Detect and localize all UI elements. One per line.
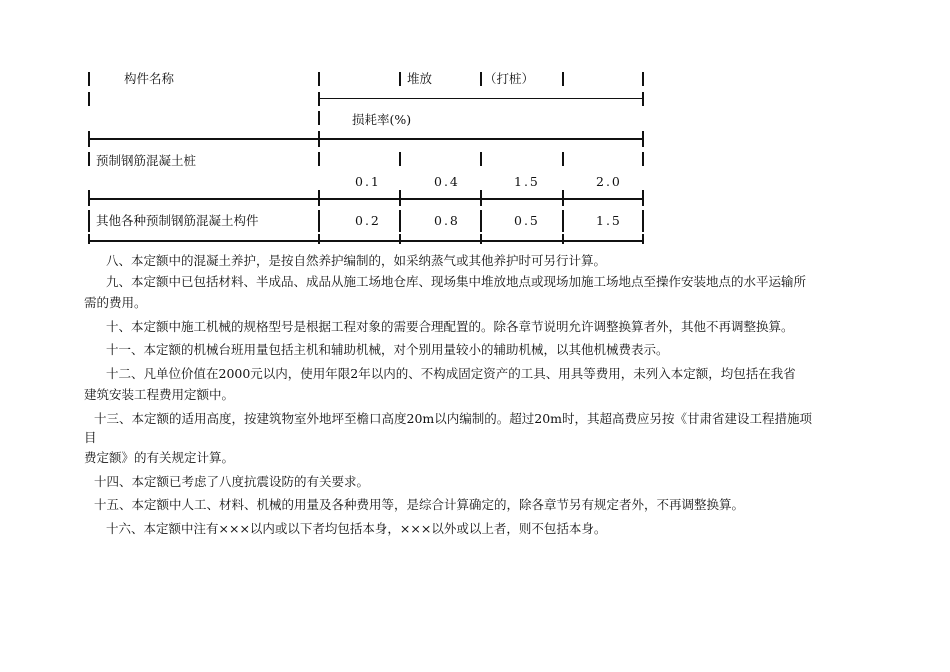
table-rule (642, 92, 644, 106)
table-rule (88, 198, 643, 200)
row-name: 其他各种预制钢筋混凝土构件 (96, 213, 259, 228)
paragraph: 需的费用。 (84, 295, 147, 310)
table-rule (88, 72, 90, 86)
paragraph: 十二、凡单位价值在2000元以内，使用年限2年以内的、不构成固定资产的工具、用具等费用，未列入本定额，均包括在我省 (106, 366, 796, 381)
table-rule (642, 72, 644, 86)
table-rule (480, 210, 482, 232)
table-rule (642, 131, 644, 147)
table-rule (562, 190, 564, 206)
table-rule (642, 234, 644, 244)
table-rule (88, 234, 90, 244)
table-rule (88, 92, 90, 106)
paragraph: 十五、本定额中人工、材料、机械的用量及各种费用等，是综合计算确定的，除各章节另有规定者外，不再调整换算。 (94, 497, 745, 512)
table-rule (318, 98, 643, 99)
table-rule (88, 210, 90, 232)
row-value: 0.5 (514, 213, 540, 228)
row-name: 预制钢筋混凝土桩 (96, 153, 197, 168)
header-loss-rate: 损耗率(%) (352, 112, 412, 127)
table-rule (480, 152, 482, 166)
table-rule (480, 190, 482, 206)
paragraph: 十、本定额中施工机械的规格型号是根据工程对象的需要合理配置的。除各章节说明允许调整换算者外，其他不再调整换算。 (106, 319, 794, 334)
table-rule (318, 131, 320, 147)
table-rule (480, 234, 482, 244)
table-rule (399, 210, 401, 232)
paragraph: 九、本定额中已包括材料、半成品、成品从施工场地仓库、现场集中堆放地点或现场加施工场地点至操作安装地点的水平运输所 (106, 274, 807, 289)
paragraph: 十三、本定额的适用高度，按建筑物室外地坪至檐口高度20m以内编制的。超过20m时，其超高费应另按《甘肃省建设工程措施项 (94, 411, 813, 426)
table-rule (318, 210, 320, 232)
table-rule (562, 234, 564, 244)
header-stack: 堆放 (407, 71, 433, 86)
table-rule (399, 190, 401, 206)
table-rule (318, 190, 320, 206)
paragraph: 目 (84, 430, 97, 445)
table-rule (399, 234, 401, 244)
table-rule (562, 210, 564, 232)
table-rule (480, 72, 482, 86)
loss-rate-table (0, 0, 950, 250)
table-rule (399, 152, 401, 166)
paragraph: 建筑安装工程费用定额中。 (84, 387, 235, 402)
paragraph: 十一、本定额的机械台班用量包括主机和辅助机械，对个别用量较小的辅助机械，以其他机械费表示。 (106, 342, 669, 357)
paragraph: 八、本定额中的混凝土养护，是按自然养护编制的，如采纳蒸气或其他养护时可另行计算。 (106, 253, 607, 268)
table-rule (642, 190, 644, 206)
table-rule (642, 152, 644, 166)
table-rule (318, 152, 320, 166)
table-rule (88, 190, 90, 206)
table-rule (88, 240, 643, 242)
header-component-name: 构件名称 (124, 71, 175, 86)
table-rule (88, 152, 90, 166)
table-rule (318, 72, 320, 86)
table-rule (399, 72, 401, 86)
row-value: 0.4 (434, 174, 460, 189)
table-rule (562, 152, 564, 166)
header-pile: （打桩） (484, 71, 535, 86)
row-value: 0.8 (434, 213, 460, 228)
table-rule (562, 72, 564, 86)
paragraph: 十六、本定额中注有×××以内或以下者均包括本身，×××以外或以上者，则不包括本身。 (106, 521, 607, 536)
row-value: 2.0 (596, 174, 622, 189)
table-rule (88, 138, 643, 140)
table-rule (642, 210, 644, 232)
row-value: 0.2 (355, 213, 381, 228)
table-rule (318, 92, 320, 106)
table-rule (318, 111, 320, 125)
row-value: 1.5 (596, 213, 622, 228)
row-value: 1.5 (514, 174, 540, 189)
row-value: 0.1 (355, 174, 381, 189)
paragraph: 费定额》的有关规定计算。 (84, 450, 235, 465)
table-rule (318, 234, 320, 244)
paragraph: 十四、本定额已考虑了八度抗震设防的有关要求。 (94, 474, 370, 489)
table-rule (88, 131, 90, 147)
